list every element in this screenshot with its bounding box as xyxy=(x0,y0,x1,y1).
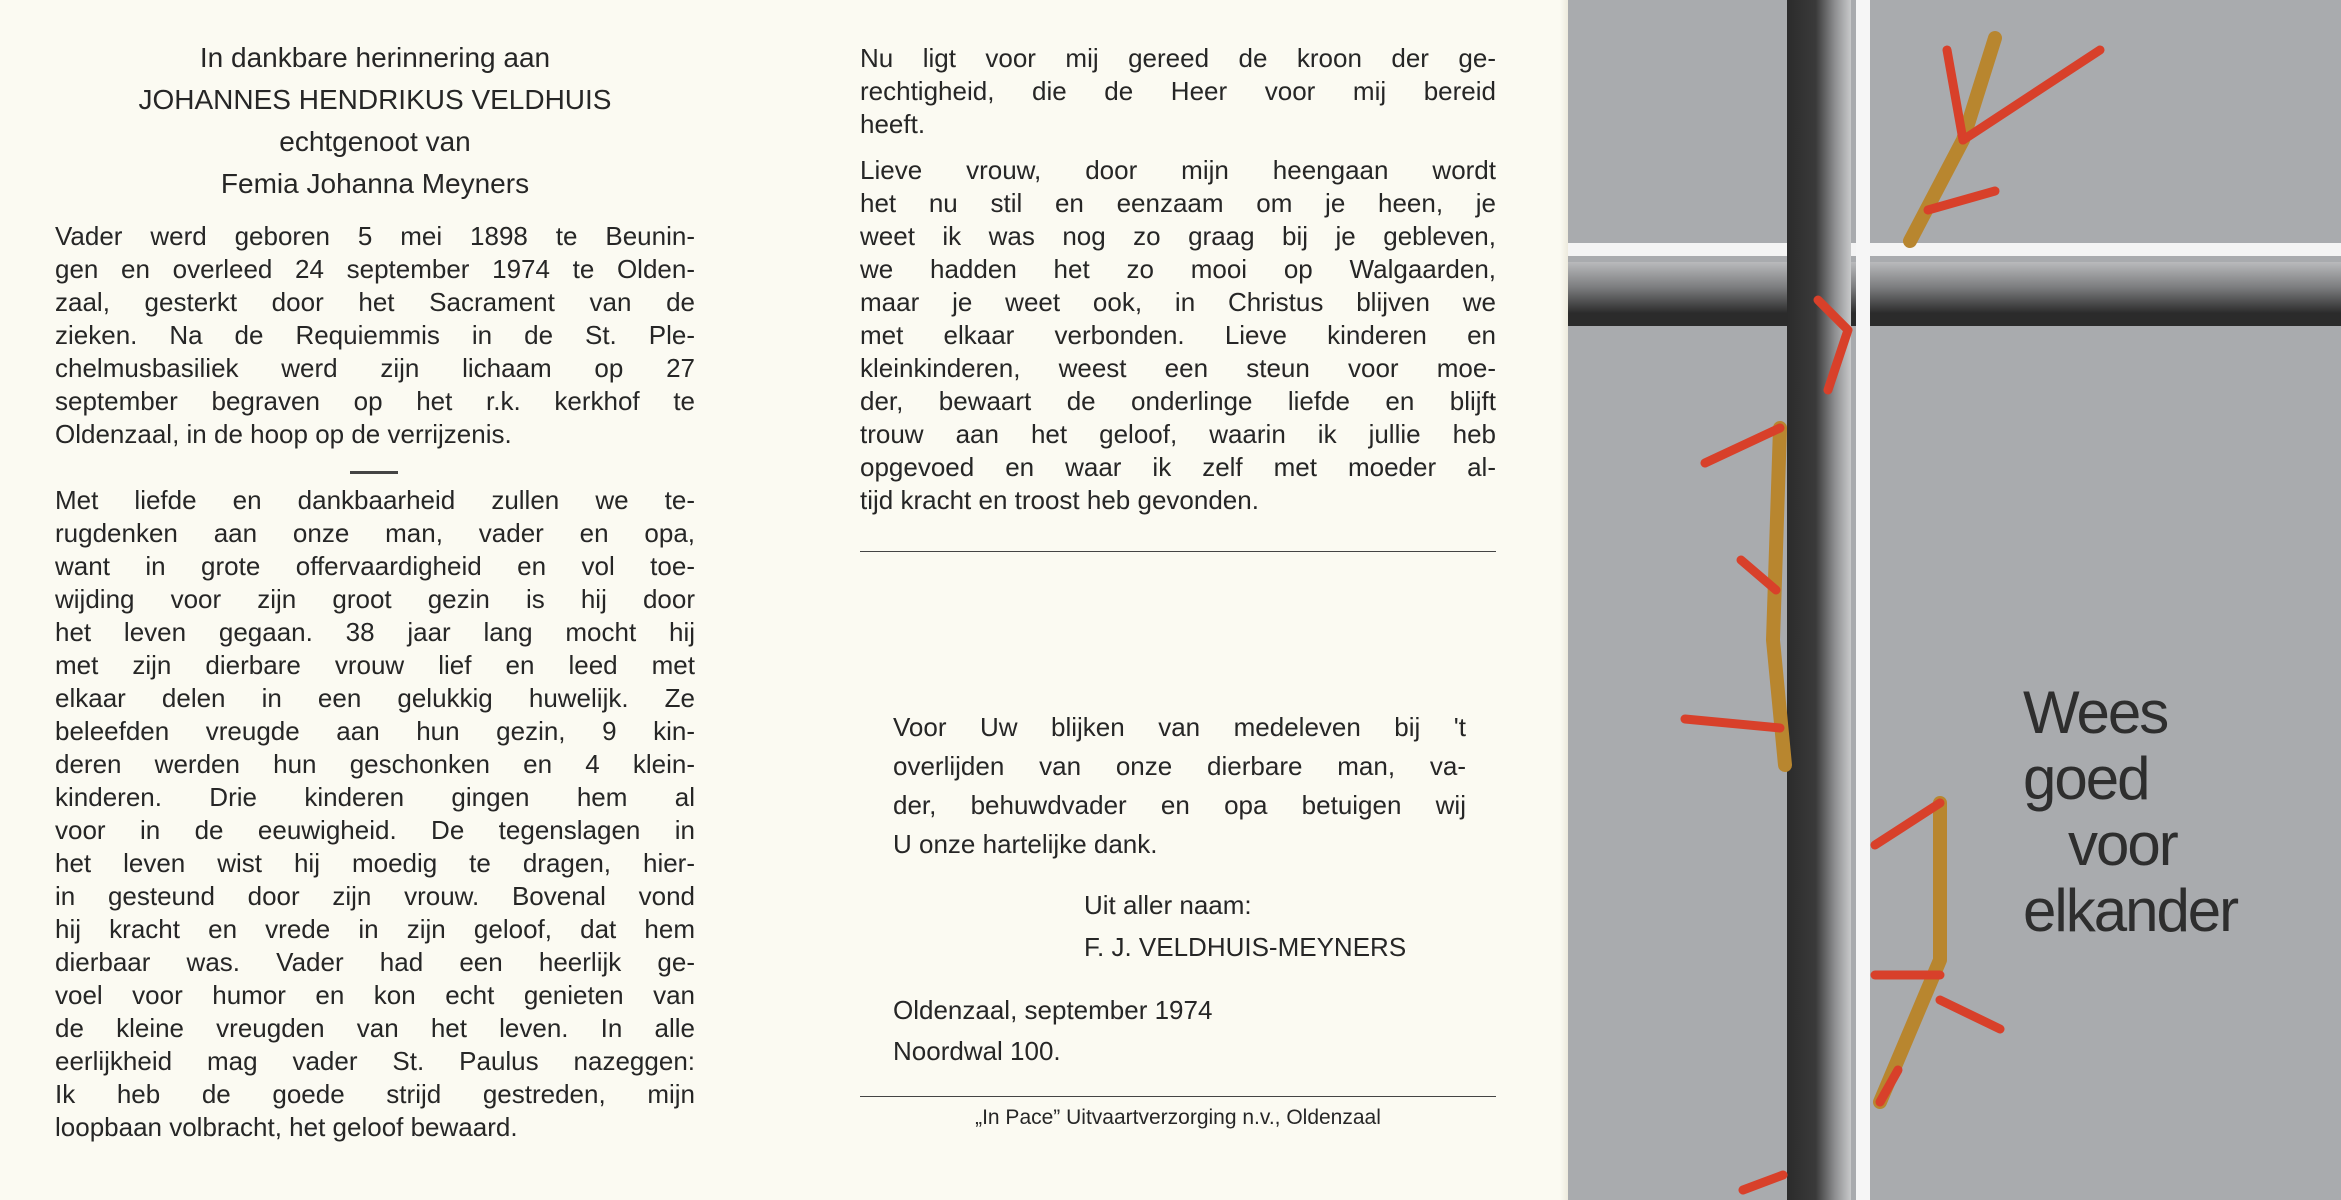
text-line: rechtigheid, die de Heer voor mij bereid xyxy=(860,76,1496,106)
text-line: hij kracht en vrede in zijn geloof, dat hem xyxy=(55,914,695,944)
text-line: het leven wist hij moedig te dragen, hier- xyxy=(55,848,695,878)
thanks-paragraph xyxy=(893,708,1466,864)
motto-line: Wees xyxy=(2023,679,2168,746)
text-line: voel voor humor en kon echt genieten van xyxy=(55,980,695,1010)
text-line: met zijn dierbare vrouw lief en leed met xyxy=(55,650,695,680)
spouse-name: Femia Johanna Meyners xyxy=(220,168,530,199)
text-line: voor in de eeuwigheid. De tegenslagen in xyxy=(55,815,695,845)
divider-dash xyxy=(350,471,398,474)
divider-line xyxy=(860,551,1496,552)
text-line: maar je weet ook, in Christus blijven we xyxy=(860,287,1496,317)
text-line: de kleine vreugden van het leven. In alle xyxy=(55,1013,695,1043)
signature-name: F. J. VELDHUIS-MEYNERS xyxy=(1084,932,1407,962)
text-line: dierbaar was. Vader had een heerlijk ge- xyxy=(55,947,695,977)
text-line: Met liefde en dankbaarheid zullen we te- xyxy=(55,485,695,515)
text-line: kinderen. Drie kinderen gingen hem al xyxy=(55,782,695,812)
text-line: rugdenken aan onze man, vader en opa, xyxy=(55,518,695,548)
text-line: tijd kracht en troost heb gevonden. xyxy=(860,485,1259,515)
motto-line: elkander xyxy=(2023,877,2238,944)
text-line: zaal, gesterkt door het Sacrament van de xyxy=(55,287,695,317)
memorial-header xyxy=(55,37,695,205)
text-line: Voor Uw blijken van medeleven bij 't xyxy=(893,712,1466,742)
text-line: der, behuwdvader en opa betuigen wij xyxy=(893,790,1466,820)
text-line: september begraven op het r.k. kerkhof te xyxy=(55,386,695,416)
text-line: overlijden van onze dierbare man, va- xyxy=(893,751,1466,781)
text-line: Vader werd geboren 5 mei 1898 te Beunin- xyxy=(55,221,695,251)
text-line: loopbaan volbracht, het geloof bewaard. xyxy=(55,1112,518,1142)
deceased-name: JOHANNES HENDRIKUS VELDHUIS xyxy=(138,84,612,115)
cover-motto xyxy=(2023,680,2237,944)
text-line: zieken. Na de Requiemmis in de St. Ple- xyxy=(55,320,695,350)
text-line: heeft. xyxy=(860,109,926,139)
text-line: in gesteund door zijn vrouw. Bovenal vond xyxy=(55,881,695,911)
text-line: met elkaar verbonden. Lieve kinderen en xyxy=(860,320,1496,350)
text-line: we hadden het zo mooi op Walgaarden, xyxy=(860,254,1496,284)
biography-paragraph xyxy=(55,220,695,451)
place-block xyxy=(893,990,1212,1072)
header-spouse-label: echtgenoot van xyxy=(279,126,471,157)
text-line: deren werden hun geschonken en 4 klein- xyxy=(55,749,695,779)
text-line: trouw aan het geloof, waarin ik jullie heb xyxy=(860,419,1496,449)
text-line: Ik heb de goede strijd gestreden, mijn xyxy=(55,1079,695,1109)
cover-panel xyxy=(1568,0,2341,1200)
text-line: elkaar delen in een gelukkig huwelijk. Ze xyxy=(55,683,695,713)
signature-intro: Uit aller naam: xyxy=(1084,890,1252,920)
signature-block xyxy=(1084,884,1406,968)
farewell-paragraph xyxy=(860,154,1496,517)
motto-line: voor xyxy=(2068,811,2177,878)
text-line: het nu stil en eenzaam om je heen, je xyxy=(860,188,1496,218)
printer-credit: „In Pace” Uitvaartverzorging n.v., Oldenzaal xyxy=(975,1106,1381,1129)
motto-line: goed xyxy=(2023,745,2149,812)
place-date: Oldenzaal, september 1974 xyxy=(893,995,1213,1025)
text-line: U onze hartelijke dank. xyxy=(893,829,1158,859)
text-line: wijding voor zijn groot gezin is hij door xyxy=(55,584,695,614)
text-line: beleefden vreugde aan hun gezin, 9 kin- xyxy=(55,716,695,746)
remembrance-paragraph xyxy=(55,484,695,1144)
text-line: gen en overleed 24 september 1974 te Olden- xyxy=(55,254,695,284)
text-line: Nu ligt voor mij gereed de kroon der ge- xyxy=(860,43,1496,73)
scripture-paragraph xyxy=(860,42,1496,141)
text-line: Lieve vrouw, door mijn heengaan wordt xyxy=(860,155,1496,185)
text-line: het leven gegaan. 38 jaar lang mocht hij xyxy=(55,617,695,647)
address: Noordwal 100. xyxy=(893,1036,1061,1066)
text-line: kleinkinderen, weest een steun voor moe- xyxy=(860,353,1496,383)
text-line: der, bewaart de onderlinge liefde en blijft xyxy=(860,386,1496,416)
footer-divider xyxy=(860,1096,1496,1097)
text-line: Oldenzaal, in de hoop op de verrijzenis. xyxy=(55,419,512,449)
header-intro: In dankbare herinnering aan xyxy=(199,42,551,73)
text-line: weet ik was nog zo graag bij je gebleven, xyxy=(860,221,1496,251)
text-line: eerlijkheid mag vader St. Paulus nazeggen: xyxy=(55,1046,695,1076)
text-line: chelmusbasiliek werd zijn lichaam op 27 xyxy=(55,353,695,383)
text-line: opgevoed en waar ik zelf met moeder al- xyxy=(860,452,1496,482)
thorn-branch-illustration xyxy=(1568,0,2341,1200)
text-line: want in grote offervaardigheid en vol toe- xyxy=(55,551,695,581)
